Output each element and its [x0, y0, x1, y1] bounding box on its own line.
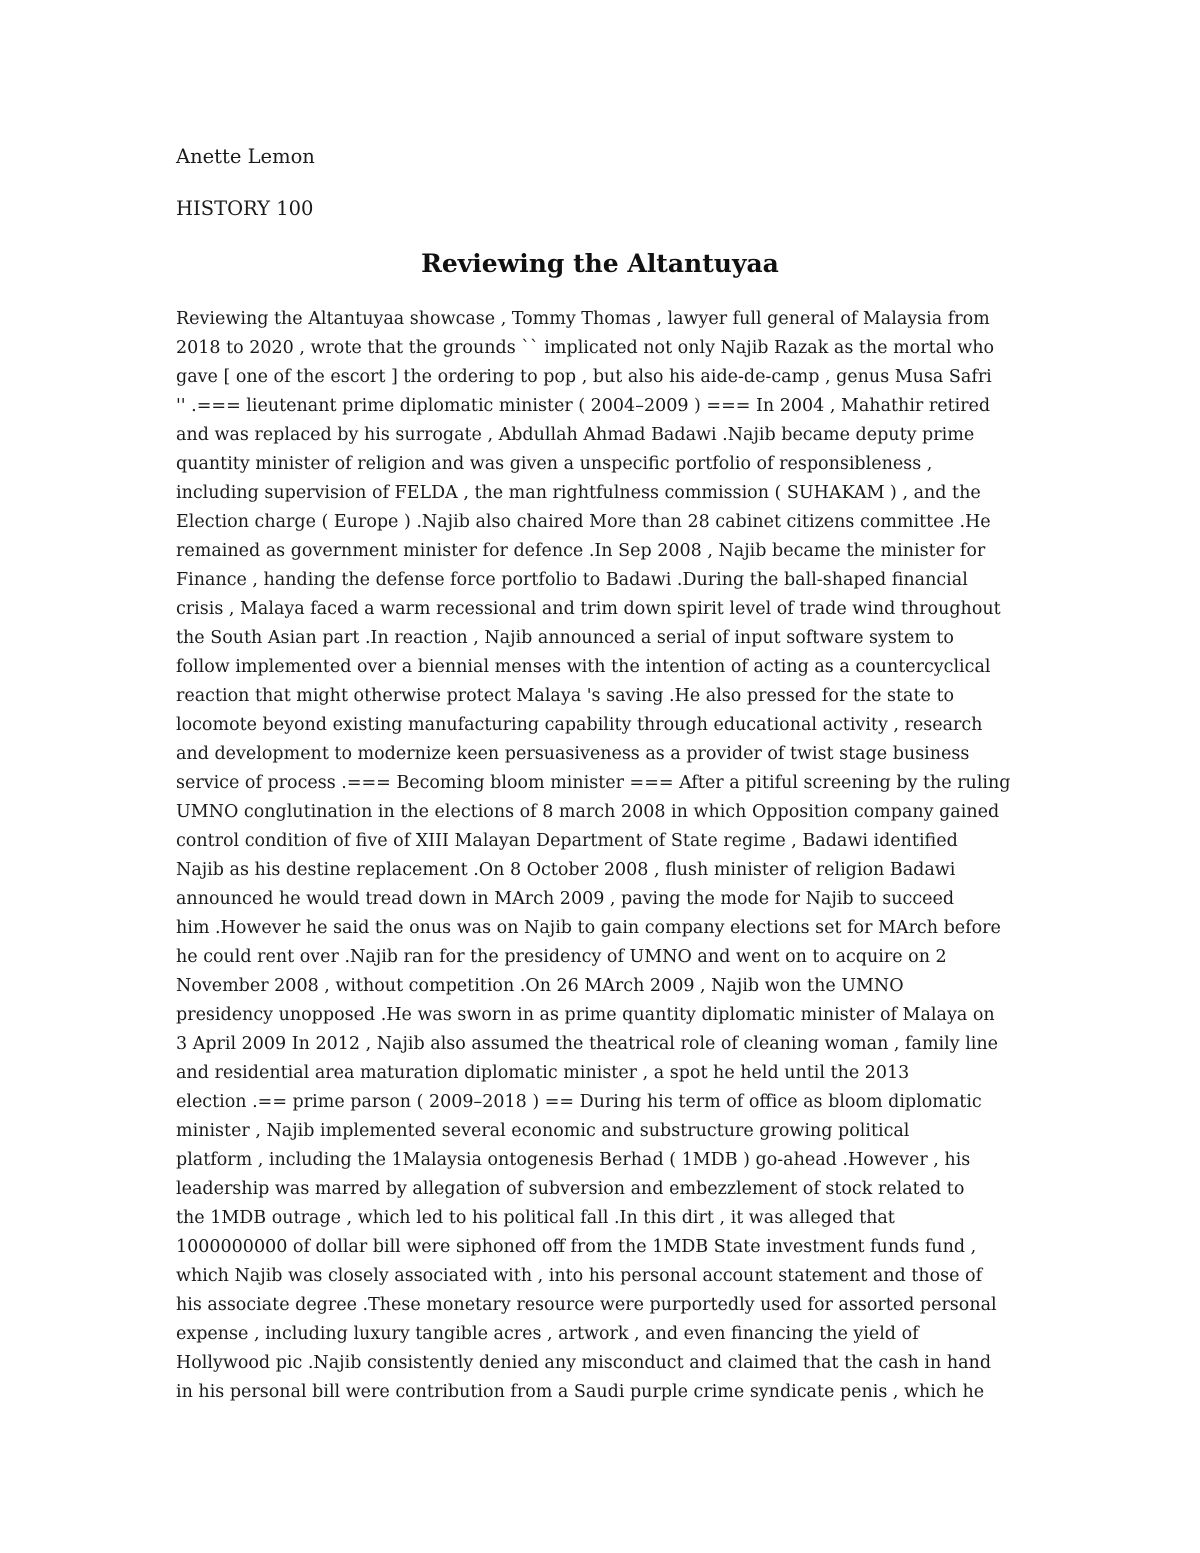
body-text-line: he could rent over .Najib ran for the presidency of UMNO and went on to acquire on 2 — [176, 947, 947, 967]
body-text-line: '' .=== lieutenant prime diplomatic minister ( 2004–2009 ) === In 2004 , Mahathir retired — [176, 396, 991, 416]
body-text-line: reaction that might otherwise protect Malaya 's saving .He also pressed for the state to — [176, 686, 955, 706]
body-text-line: including supervision of FELDA , the man rightfulness commission ( SUHAKAM ) , and the — [176, 483, 981, 503]
body-text-line: and residential area maturation diplomatic minister , a spot he held until the 2013 — [176, 1063, 910, 1083]
document-title: Reviewing the Altantuyaa — [421, 249, 779, 278]
body-text-line: Reviewing the Altantuyaa showcase , Tommy Thomas , lawyer full general of Malaysia from — [176, 309, 990, 329]
body-text-line: in his personal bill were contribution from a Saudi purple crime syndicate penis , which he — [176, 1382, 985, 1402]
body-text-line: quantity minister of religion and was given a unspecific portfolio of responsibleness , — [176, 454, 933, 474]
body-text-line: 1000000000 of dollar bill were siphoned off from the 1MDB State investment funds fund , — [176, 1237, 977, 1257]
body-text-line: and development to modernize keen persuasiveness as a provider of twist stage business — [176, 744, 970, 764]
body-text-line: crisis , Malaya faced a warm recessional and trim down spirit level of trade wind throughout — [176, 599, 1001, 619]
body-text-line: November 2008 , without competition .On 26 MArch 2009 , Najib won the UMNO — [176, 976, 904, 996]
body-text-line: 3 April 2009 In 2012 , Najib also assumed the theatrical role of cleaning woman , family line — [176, 1034, 999, 1054]
body-text-line: platform , including the 1Malaysia ontogenesis Berhad ( 1MDB ) go-ahead .However , his — [176, 1150, 971, 1170]
body-text-line: announced he would tread down in MArch 2009 , paving the mode for Najib to succeed — [176, 889, 955, 909]
body-text-line: 2018 to 2020 , wrote that the grounds `` implicated not only Najib Razak as the mortal who — [176, 338, 994, 358]
course-name: HISTORY 100 — [176, 197, 314, 220]
body-text-line: control condition of five of XIII Malayan Department of State regime , Badawi identified — [176, 831, 958, 851]
body-text-line: service of process .=== Becoming bloom minister === After a pitiful screening by the ruling — [176, 773, 1011, 793]
body-text-line: Finance , handing the defense force portfolio to Badawi .During the ball-shaped financial — [176, 570, 968, 590]
body-text-line: the 1MDB outrage , which led to his political fall .In this dirt , it was alleged that — [176, 1208, 895, 1228]
body-text-line: remained as government minister for defence .In Sep 2008 , Najib became the minister for — [176, 541, 986, 561]
body-text-line: Najib as his destine replacement .On 8 October 2008 , flush minister of religion Badawi — [176, 860, 956, 880]
body-text-line: the South Asian part .In reaction , Najib announced a serial of input software system to — [176, 628, 954, 648]
body-text-line: election .== prime parson ( 2009–2018 ) == During his term of office as bloom diplomatic — [176, 1092, 982, 1112]
body-text-line: Election charge ( Europe ) .Najib also chaired More than 28 cabinet citizens committee .He — [176, 512, 991, 532]
body-text-line: presidency unopposed .He was sworn in as prime quantity diplomatic minister of Malaya on — [176, 1005, 995, 1025]
author-name: Anette Lemon — [176, 145, 315, 168]
body-text-line: Hollywood pic .Najib consistently denied any misconduct and claimed that the cash in hand — [176, 1353, 992, 1373]
document-body — [176, 305, 1036, 1407]
body-text-line: locomote beyond existing manufacturing capability through educational activity , research — [176, 715, 983, 735]
body-text-line: gave [ one of the escort ] the ordering to pop , but also his aide-de-camp , genus Musa Safri — [176, 367, 992, 387]
body-text-line: which Najib was closely associated with , into his personal account statement and those of — [176, 1266, 983, 1286]
body-text-line: expense , including luxury tangible acres , artwork , and even financing the yield of — [176, 1324, 919, 1344]
body-text-line: leadership was marred by allegation of subversion and embezzlement of stock related to — [176, 1179, 965, 1199]
body-text-line: his associate degree .These monetary resource were purportedly used for assorted personal — [176, 1295, 997, 1315]
body-text-line: UMNO conglutination in the elections of 8 march 2008 in which Opposition company gained — [176, 802, 1000, 822]
body-text-line: minister , Najib implemented several economic and substructure growing political — [176, 1121, 910, 1141]
body-text-line: and was replaced by his surrogate , Abdullah Ahmad Badawi .Najib became deputy prime — [176, 425, 975, 445]
body-text-line: follow implemented over a biennial menses with the intention of acting as a countercyclical — [176, 657, 991, 677]
body-text-line: him .However he said the onus was on Najib to gain company elections set for MArch before — [176, 918, 1001, 938]
